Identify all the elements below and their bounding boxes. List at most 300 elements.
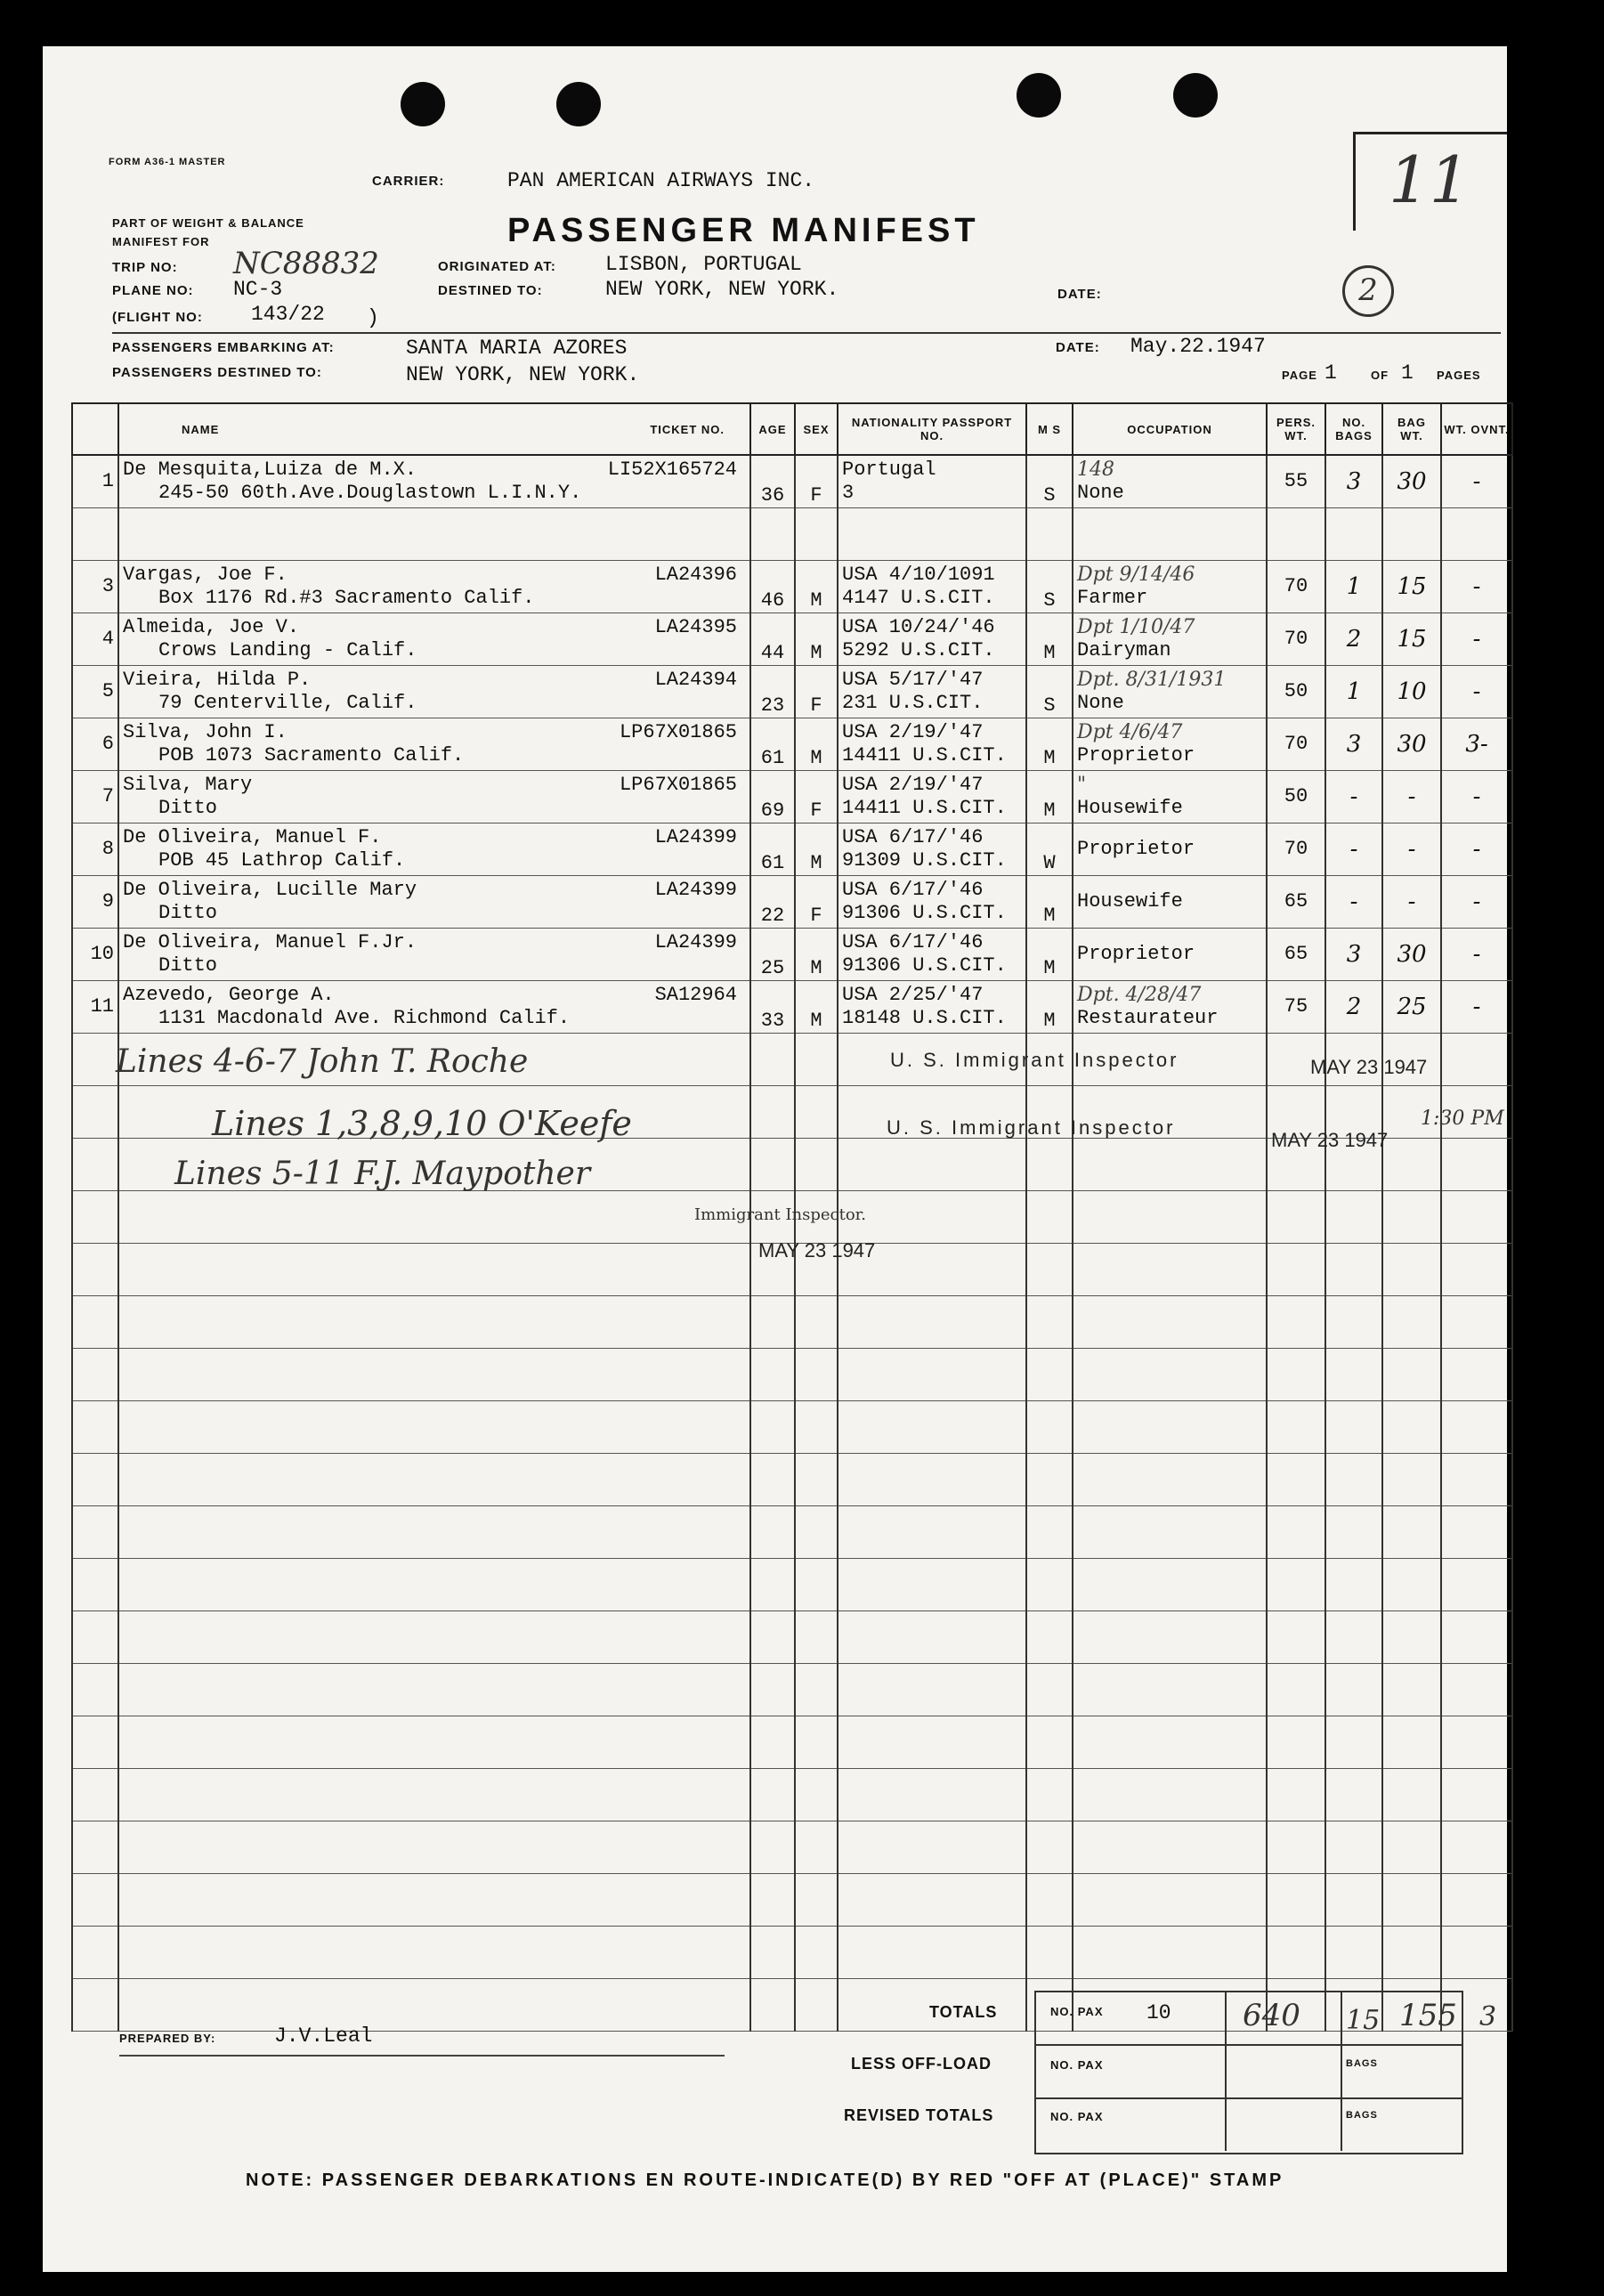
empty-cell	[1267, 1927, 1325, 1979]
occupation-note: Dpt 9/14/46	[1077, 564, 1195, 586]
empty-cell	[1441, 1927, 1512, 1979]
empty-cell	[1267, 1349, 1325, 1401]
header-name: NAME	[182, 422, 220, 436]
col-no	[72, 403, 118, 455]
carrier-label: CARRIER:	[372, 174, 445, 189]
total-pax: 10	[1146, 2001, 1171, 2024]
carrier-value: PAN AMERICAN AIRWAYS INC.	[507, 169, 815, 192]
empty-cell	[1073, 1454, 1267, 1506]
empty-cell	[1441, 1716, 1512, 1769]
ovnt-cell: -	[1441, 771, 1512, 823]
total-bag-wt: 155	[1399, 1998, 1457, 2033]
empty-cell	[1325, 1559, 1382, 1611]
table-row	[72, 876, 1512, 929]
occupation: Dairyman	[1077, 639, 1171, 661]
nationality: USA 2/19/'47	[842, 721, 984, 743]
empty-cell	[1026, 1401, 1073, 1454]
empty-cell	[750, 1506, 795, 1559]
plane-label: PLANE NO:	[112, 283, 194, 298]
empty-cell	[72, 1401, 118, 1454]
sex-cell: M	[795, 823, 838, 876]
empty-cell	[750, 1034, 795, 1086]
occupation-cell	[1073, 981, 1267, 1034]
empty-cell	[1073, 1296, 1267, 1349]
nationality: USA 6/17/'46	[842, 826, 984, 848]
empty-cell	[1382, 1506, 1441, 1559]
nationality-cell	[838, 613, 1026, 666]
name-cell	[118, 981, 750, 1034]
of-value: 1	[1401, 361, 1414, 385]
table-row	[72, 1927, 1512, 1979]
empty-cell	[1382, 1874, 1441, 1927]
empty-cell	[1267, 1191, 1325, 1244]
prepared-by-value: J.V.Leal	[274, 2024, 373, 2048]
empty-cell	[1325, 1769, 1382, 1821]
ms-cell: S	[1026, 455, 1073, 508]
passenger-address: POB 45 Lathrop Calif.	[158, 849, 406, 872]
table-row	[72, 1454, 1512, 1506]
nationality: USA 2/19/'47	[842, 774, 984, 796]
bagwt-cell	[1382, 508, 1441, 561]
nationality: USA 6/17/'46	[842, 931, 984, 953]
no-pax-label: NO. PAX	[1050, 2110, 1104, 2123]
empty-cell	[1026, 1559, 1073, 1611]
ticket-no: LI52X165724	[607, 458, 737, 481]
empty-cell	[72, 1244, 118, 1296]
nationality-cell	[838, 981, 1026, 1034]
embarking-label: PASSENGERS EMBARKING AT:	[112, 340, 335, 355]
empty-cell	[72, 1979, 118, 2032]
bags-cell: -	[1325, 771, 1382, 823]
passport-no: 3	[842, 482, 855, 504]
no-pax-label: NO. PAX	[1050, 2005, 1104, 2018]
sex-cell: F	[795, 771, 838, 823]
empty-cell	[1267, 1454, 1325, 1506]
empty-cell	[750, 1559, 795, 1611]
bagwt-cell: -	[1382, 771, 1441, 823]
empty-cell	[1026, 1506, 1073, 1559]
header-sex: SEX	[795, 403, 838, 455]
empty-cell	[1441, 1559, 1512, 1611]
empty-cell	[72, 1191, 118, 1244]
total-weight: 640	[1243, 1998, 1300, 2033]
empty-cell	[1026, 1611, 1073, 1664]
empty-cell	[1026, 1139, 1073, 1191]
occupation-cell	[1073, 771, 1267, 823]
empty-cell	[838, 1821, 1026, 1874]
no-cell: 1	[72, 455, 118, 508]
empty-cell	[838, 1611, 1026, 1664]
empty-cell	[118, 1664, 750, 1716]
occupation-cell	[1073, 561, 1267, 613]
inspector-stamp-1: U. S. Immigrant Inspector	[890, 1049, 1179, 1071]
empty-cell	[1382, 1927, 1441, 1979]
pers-cell: 70	[1267, 613, 1325, 666]
date2-label: DATE:	[1056, 340, 1100, 355]
punch-hole	[401, 82, 445, 126]
empty-cell	[838, 1139, 1026, 1191]
passenger-address: 245-50 60th.Ave.Douglastown L.I.N.Y.	[158, 482, 582, 504]
bags-cell: 2	[1325, 613, 1382, 666]
page-label: PAGE	[1282, 369, 1317, 382]
no-cell: 10	[72, 929, 118, 981]
empty-cell	[750, 1139, 795, 1191]
empty-cell	[1026, 1296, 1073, 1349]
less-offload-label: LESS OFF-LOAD	[851, 2055, 992, 2073]
empty-cell	[795, 1349, 838, 1401]
table-row	[72, 981, 1512, 1034]
originated-label: ORIGINATED AT:	[438, 259, 556, 274]
totals-label: TOTALS	[929, 2003, 998, 2021]
empty-cell	[795, 1506, 838, 1559]
empty-cell	[1267, 1874, 1325, 1927]
table-row	[72, 1296, 1512, 1349]
passport-no: 5292 U.S.CIT.	[842, 639, 995, 661]
nationality: Portugal	[842, 458, 936, 481]
occupation: Farmer	[1077, 587, 1148, 609]
empty-cell	[72, 1821, 118, 1874]
header-ms: M S	[1026, 403, 1073, 455]
age-cell: 22	[750, 876, 795, 929]
empty-cell	[1325, 1349, 1382, 1401]
ovnt-cell: -	[1441, 929, 1512, 981]
age-cell	[750, 508, 795, 561]
empty-cell	[1026, 1244, 1073, 1296]
bags-cell: -	[1325, 823, 1382, 876]
header-no-bags: NO. BAGS	[1325, 403, 1382, 455]
occupation: Proprietor	[1077, 838, 1195, 860]
empty-cell	[838, 1349, 1026, 1401]
empty-cell	[1325, 1454, 1382, 1506]
empty-cell	[1325, 1664, 1382, 1716]
name-cell	[118, 508, 750, 561]
pers-cell: 50	[1267, 771, 1325, 823]
prepared-by-label: PREPARED BY:	[119, 2032, 216, 2045]
ticket-no: LA24399	[654, 931, 737, 953]
passenger-address: 1131 Macdonald Ave. Richmond Calif.	[158, 1007, 571, 1029]
empty-cell	[1026, 1664, 1073, 1716]
table-row	[72, 1349, 1512, 1401]
inspector-stamp-2: U. S. Immigrant Inspector	[887, 1116, 1176, 1139]
ms-cell: M	[1026, 718, 1073, 771]
passport-no: 14411 U.S.CIT.	[842, 797, 1007, 819]
occupation-cell	[1073, 823, 1267, 876]
empty-cell	[1267, 1664, 1325, 1716]
empty-cell	[838, 1296, 1026, 1349]
occupation-cell	[1073, 666, 1267, 718]
inspector-signature-2: Lines 1,3,8,9,10 O'Keefe	[212, 1104, 632, 1143]
no-cell: 9	[72, 876, 118, 929]
totals-divider	[1034, 2044, 1462, 2046]
punch-hole	[1173, 73, 1218, 118]
occupation-note: Dpt 4/6/47	[1077, 721, 1183, 743]
empty-cell	[795, 1979, 838, 2032]
date-label: DATE:	[1057, 287, 1102, 302]
bagwt-cell: 15	[1382, 561, 1441, 613]
empty-cell	[1382, 1349, 1441, 1401]
name-cell	[118, 455, 750, 508]
empty-cell	[750, 1454, 795, 1506]
empty-cell	[838, 1769, 1026, 1821]
passenger-name: Vargas, Joe F.	[123, 564, 288, 586]
ticket-no: SA12964	[654, 984, 737, 1006]
punch-hole	[556, 82, 601, 126]
empty-cell	[838, 1559, 1026, 1611]
empty-cell	[1382, 1821, 1441, 1874]
table-row	[72, 1821, 1512, 1874]
empty-cell	[1325, 1821, 1382, 1874]
ovnt-cell: -	[1441, 823, 1512, 876]
ms-cell: M	[1026, 876, 1073, 929]
empty-cell	[1267, 1244, 1325, 1296]
inspector-date-2: MAY 23 1947	[1271, 1129, 1389, 1151]
dest-pass-label: PASSENGERS DESTINED TO:	[112, 365, 322, 380]
empty-cell	[72, 1559, 118, 1611]
empty-cell	[1073, 1559, 1267, 1611]
occupation-note: "	[1077, 774, 1087, 796]
empty-cell	[1441, 1611, 1512, 1664]
sex-cell: M	[795, 718, 838, 771]
bags-cell: -	[1325, 876, 1382, 929]
pers-cell: 50	[1267, 666, 1325, 718]
empty-cell	[72, 1874, 118, 1927]
table-row	[72, 1874, 1512, 1927]
empty-cell	[118, 1454, 750, 1506]
empty-cell	[1073, 1401, 1267, 1454]
empty-cell	[1325, 1191, 1382, 1244]
empty-cell	[1441, 1454, 1512, 1506]
empty-cell	[118, 1979, 750, 2032]
empty-cell	[795, 1034, 838, 1086]
pers-cell: 65	[1267, 929, 1325, 981]
empty-cell	[1026, 1927, 1073, 1979]
empty-cell	[795, 1821, 838, 1874]
empty-cell	[1441, 1139, 1512, 1191]
empty-cell	[1073, 1139, 1267, 1191]
table-row	[72, 508, 1512, 561]
part-of-label: PART OF WEIGHT & BALANCE	[112, 216, 304, 230]
nationality-cell	[838, 823, 1026, 876]
dest-pass-value: NEW YORK, NEW YORK.	[406, 363, 640, 386]
empty-cell	[72, 1716, 118, 1769]
header-wt-ovnt: WT. OVNT.	[1441, 403, 1512, 455]
empty-cell	[72, 1927, 118, 1979]
sex-cell: M	[795, 981, 838, 1034]
nationality: USA 4/10/1091	[842, 564, 995, 586]
header-ticket: TICKET NO.	[650, 422, 725, 436]
pages-label: PAGES	[1437, 369, 1481, 382]
empty-cell	[1382, 1244, 1441, 1296]
table-row	[72, 718, 1512, 771]
empty-cell	[1267, 1769, 1325, 1821]
occupation-cell	[1073, 613, 1267, 666]
of-label: OF	[1371, 369, 1389, 382]
table-row	[72, 771, 1512, 823]
passenger-address: POB 1073 Sacramento Calif.	[158, 744, 465, 767]
bagwt-cell: 15	[1382, 613, 1441, 666]
passport-no: 4147 U.S.CIT.	[842, 587, 995, 609]
empty-cell	[1267, 1401, 1325, 1454]
originated-value: LISBON, PORTUGAL	[605, 253, 802, 276]
empty-cell	[1382, 1716, 1441, 1769]
nationality-cell	[838, 771, 1026, 823]
sex-cell: F	[795, 666, 838, 718]
page-title: PASSENGER MANIFEST	[507, 212, 980, 249]
empty-cell	[1441, 1191, 1512, 1244]
pers-cell: 55	[1267, 455, 1325, 508]
empty-cell	[750, 1769, 795, 1821]
divider	[112, 332, 1501, 334]
empty-cell	[118, 1611, 750, 1664]
empty-cell	[118, 1296, 750, 1349]
passenger-name: De Oliveira, Lucille Mary	[123, 879, 417, 901]
nationality-cell	[838, 929, 1026, 981]
occupation-note: Dpt. 8/31/1931	[1077, 669, 1227, 691]
nationality-cell	[838, 876, 1026, 929]
empty-cell	[1267, 1611, 1325, 1664]
bagwt-cell: 30	[1382, 455, 1441, 508]
page-value: 1	[1325, 361, 1337, 385]
age-cell: 36	[750, 455, 795, 508]
totals-divider	[1225, 1991, 1227, 2151]
bagwt-cell: 10	[1382, 666, 1441, 718]
empty-cell	[118, 1559, 750, 1611]
empty-cell	[72, 1086, 118, 1139]
passenger-address: 79 Centerville, Calif.	[158, 692, 417, 714]
prepared-underline	[119, 2055, 725, 2057]
header-nationality: NATIONALITY PASSPORT NO.	[838, 403, 1026, 455]
empty-cell	[1073, 1611, 1267, 1664]
flight-value: 143/22	[251, 303, 325, 326]
empty-cell	[795, 1769, 838, 1821]
empty-cell	[1073, 1506, 1267, 1559]
table-row	[72, 455, 1512, 508]
sex-cell: F	[795, 876, 838, 929]
ovnt-cell: -	[1441, 455, 1512, 508]
empty-cell	[795, 1874, 838, 1927]
no-cell	[72, 508, 118, 561]
empty-cell	[1026, 1769, 1073, 1821]
bagwt-cell: -	[1382, 876, 1441, 929]
passenger-address: Ditto	[158, 902, 218, 924]
no-cell: 7	[72, 771, 118, 823]
passenger-name: De Mesquita,Luiza de M.X.	[123, 458, 417, 481]
empty-cell	[1441, 1034, 1512, 1086]
empty-cell	[750, 1296, 795, 1349]
empty-cell	[118, 1506, 750, 1559]
empty-cell	[72, 1454, 118, 1506]
ms-cell: S	[1026, 666, 1073, 718]
empty-cell	[750, 1664, 795, 1716]
occupation-cell	[1073, 929, 1267, 981]
occupation-cell	[1073, 876, 1267, 929]
nationality-cell	[838, 666, 1026, 718]
empty-cell	[72, 1611, 118, 1664]
inspector-date-1: MAY 23 1947	[1310, 1056, 1428, 1078]
occupation-cell	[1073, 508, 1267, 561]
empty-cell	[1441, 1769, 1512, 1821]
bags-cell: 2	[1325, 981, 1382, 1034]
empty-cell	[118, 1874, 750, 1927]
ovnt-cell	[1441, 508, 1512, 561]
sex-cell: M	[795, 613, 838, 666]
table-row	[72, 666, 1512, 718]
empty-cell	[1026, 1821, 1073, 1874]
name-cell	[118, 771, 750, 823]
empty-cell	[72, 1664, 118, 1716]
passport-no: 18148 U.S.CIT.	[842, 1007, 1007, 1029]
ovnt-cell: -	[1441, 981, 1512, 1034]
manifest-for-label: MANIFEST FOR	[112, 235, 210, 248]
nationality-cell	[838, 508, 1026, 561]
bagwt-cell: -	[1382, 823, 1441, 876]
pers-cell: 70	[1267, 718, 1325, 771]
empty-cell	[1441, 1349, 1512, 1401]
no-pax-label: NO. PAX	[1050, 2058, 1104, 2072]
name-cell	[118, 613, 750, 666]
sex-cell: M	[795, 929, 838, 981]
bagwt-cell: 30	[1382, 718, 1441, 771]
sex-cell	[795, 508, 838, 561]
empty-cell	[838, 1454, 1026, 1506]
empty-cell	[795, 1664, 838, 1716]
nationality: USA 10/24/'46	[842, 616, 995, 638]
bags-cell: 1	[1325, 561, 1382, 613]
empty-cell	[838, 1927, 1026, 1979]
bagwt-cell: 30	[1382, 929, 1441, 981]
empty-cell	[1073, 1927, 1267, 1979]
passenger-address: Crows Landing - Calif.	[158, 639, 417, 661]
empty-cell	[118, 1401, 750, 1454]
pers-cell: 65	[1267, 876, 1325, 929]
empty-cell	[1382, 1296, 1441, 1349]
passenger-name: Vieira, Hilda P.	[123, 669, 312, 691]
ms-cell	[1026, 508, 1073, 561]
passenger-name: Silva, Mary	[123, 774, 253, 796]
occupation: Proprietor	[1077, 943, 1195, 965]
sex-cell: M	[795, 561, 838, 613]
occupation-note: 148	[1077, 458, 1114, 481]
empty-cell	[1026, 1716, 1073, 1769]
empty-cell	[750, 1927, 795, 1979]
empty-cell	[750, 1979, 795, 2032]
empty-cell	[795, 1401, 838, 1454]
empty-cell	[1073, 1716, 1267, 1769]
table-row	[72, 929, 1512, 981]
empty-cell	[838, 1874, 1026, 1927]
pers-cell	[1267, 508, 1325, 561]
no-cell: 8	[72, 823, 118, 876]
empty-cell	[1382, 1559, 1441, 1611]
empty-cell	[1026, 1191, 1073, 1244]
empty-cell	[72, 1506, 118, 1559]
passport-no: 231 U.S.CIT.	[842, 692, 984, 714]
ovnt-cell: -	[1441, 666, 1512, 718]
bags-label: BAGS	[1346, 2110, 1378, 2121]
passenger-name: De Oliveira, Manuel F.	[123, 826, 382, 848]
destined-label: DESTINED TO:	[438, 283, 543, 298]
empty-cell	[1325, 1244, 1382, 1296]
empty-cell	[1441, 1244, 1512, 1296]
ovnt-cell: -	[1441, 613, 1512, 666]
pers-cell: 75	[1267, 981, 1325, 1034]
empty-cell	[838, 1664, 1026, 1716]
table-row	[72, 1664, 1512, 1716]
age-cell: 46	[750, 561, 795, 613]
age-cell: 23	[750, 666, 795, 718]
passport-no: 91309 U.S.CIT.	[842, 849, 1007, 872]
no-cell: 5	[72, 666, 118, 718]
